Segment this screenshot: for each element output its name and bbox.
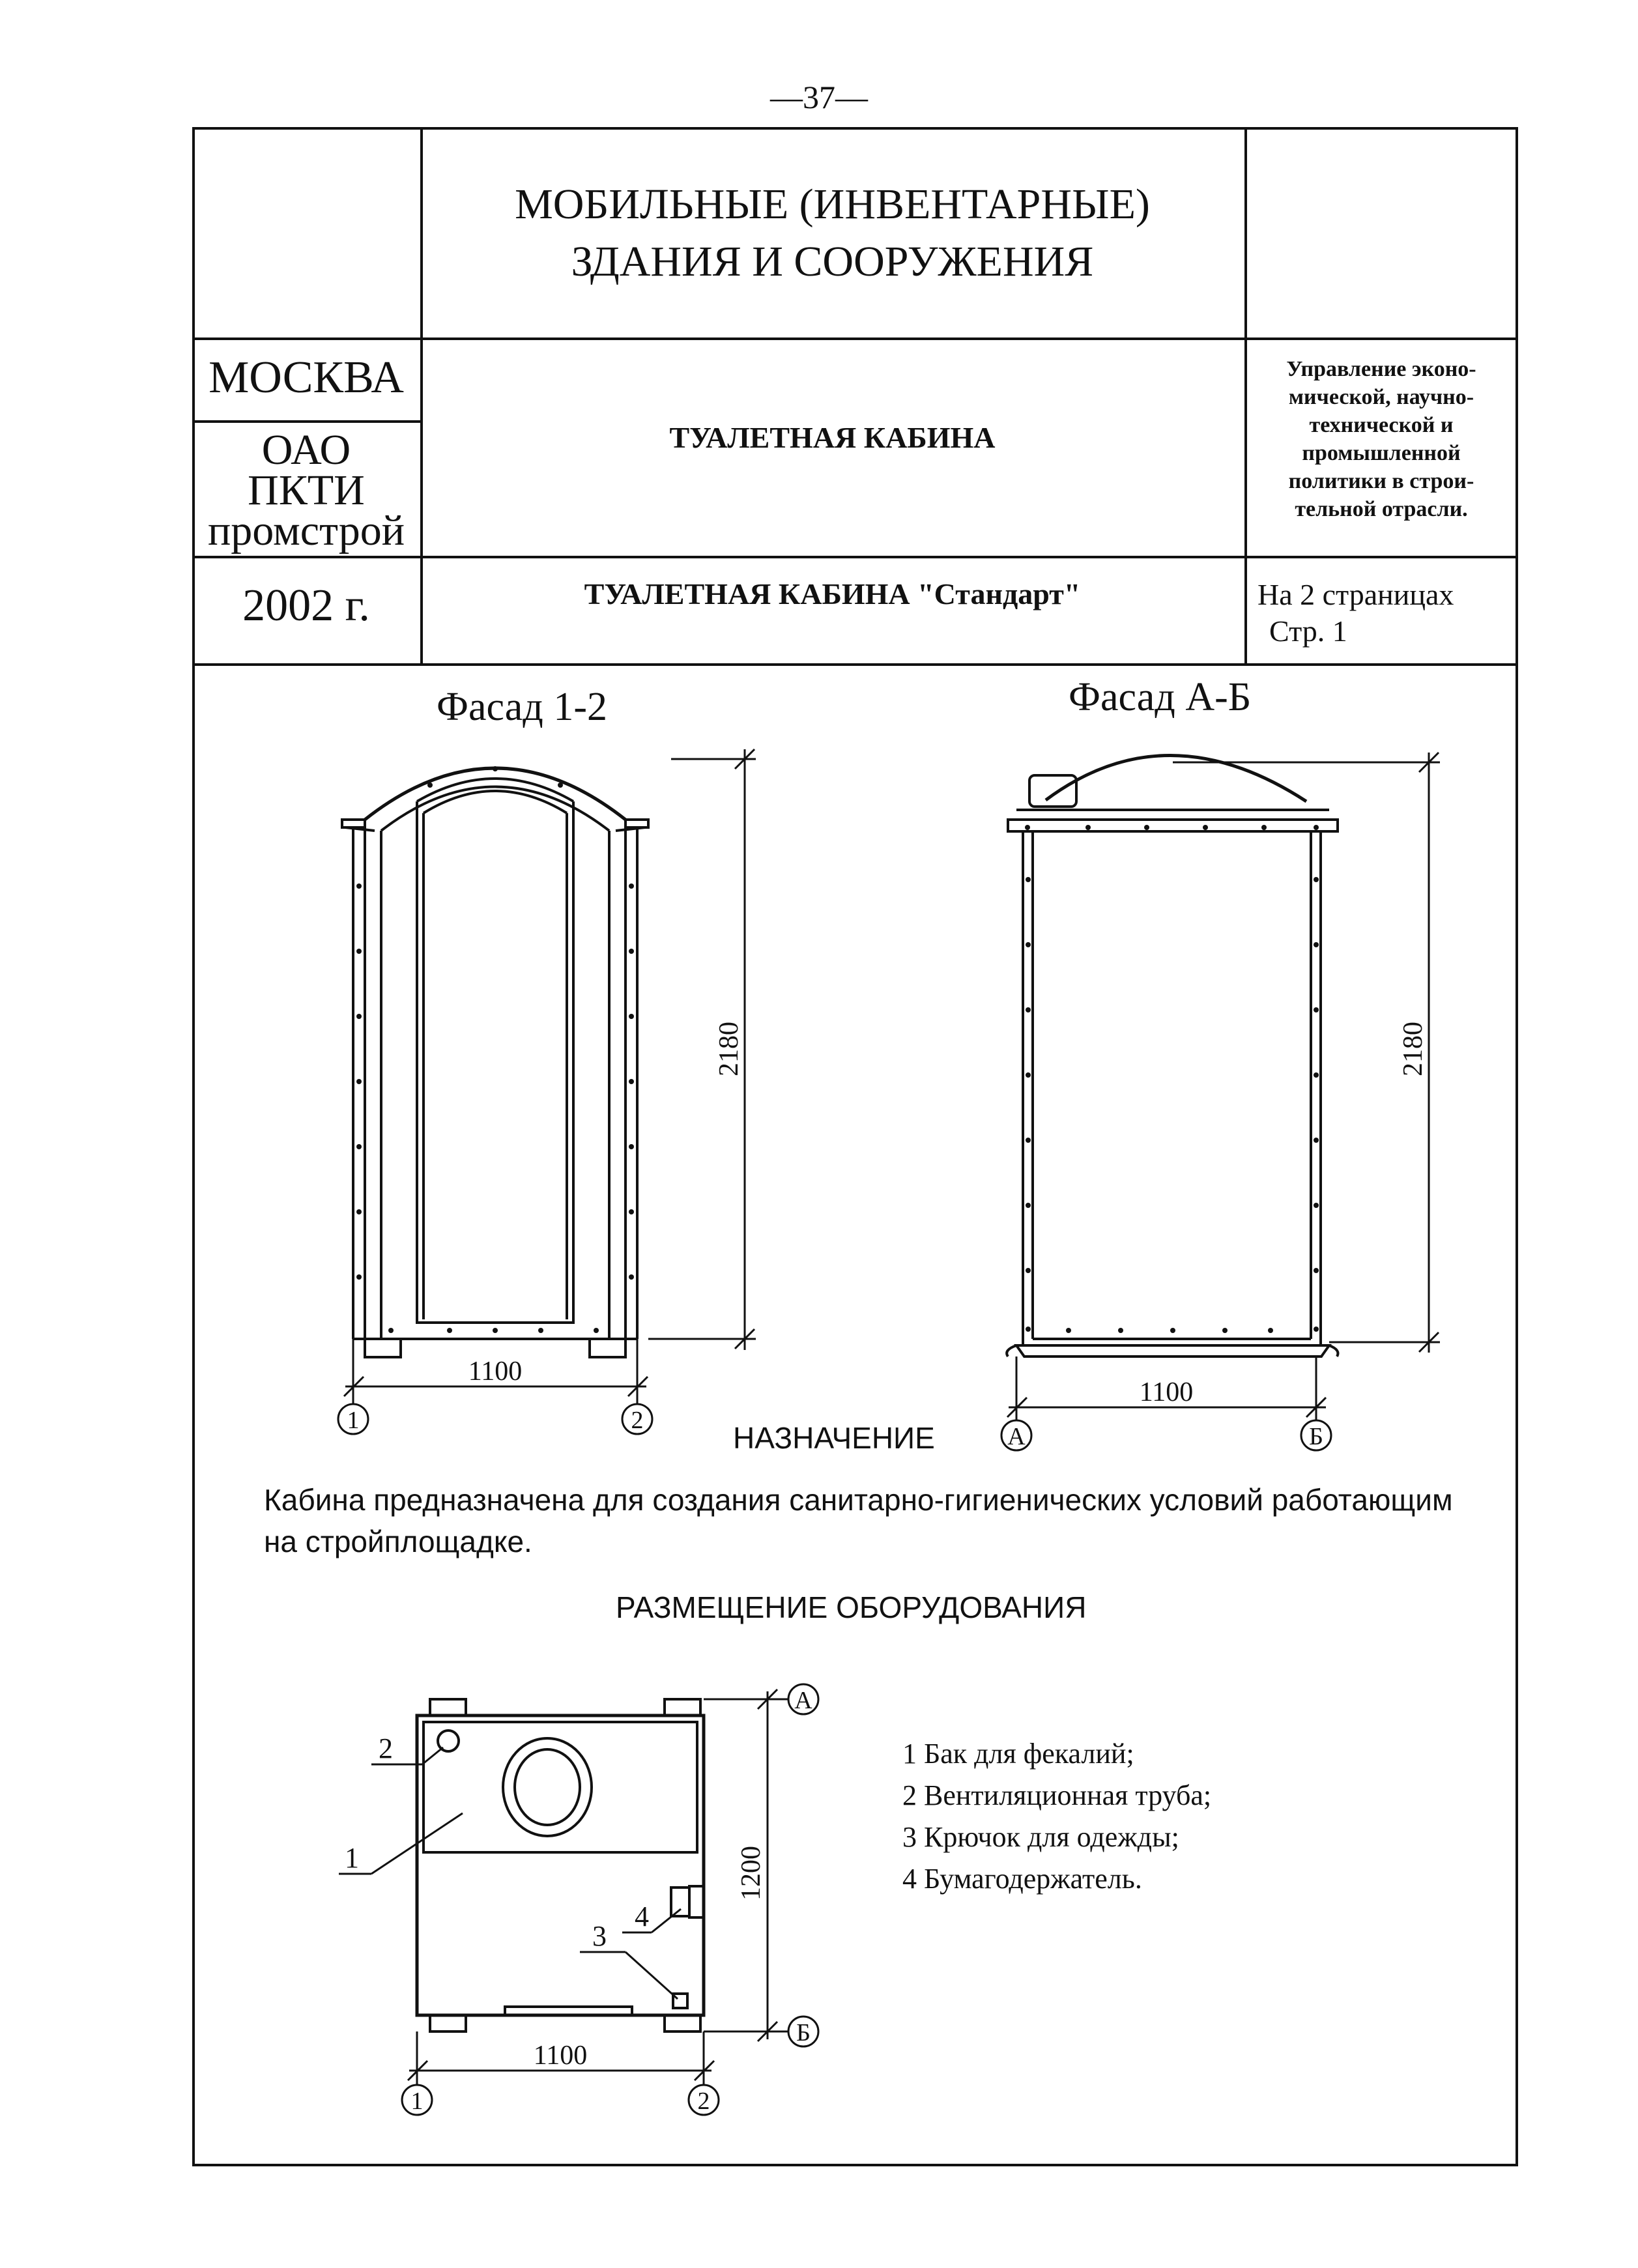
legend-item: 2 Вентиляционная труба; [902,1779,1212,1811]
facade-ab-height-dim: 2180 [1398,1022,1428,1076]
product-title: ТУАЛЕТНАЯ КАБИНА "Стандарт" [584,577,1081,610]
facade-12-width-dim: 1100 [468,1356,523,1386]
year: 2002 г. [242,581,370,631]
purpose-line: на стройплощадке. [264,1525,532,1558]
pages-total: На 2 страницах [1257,578,1454,611]
equipment-legend [902,1733,1211,1900]
legend-item: 1 Бак для фекалий; [902,1738,1134,1770]
dept-line: Управление эконо- [1286,357,1476,381]
plan-axis-left: 1 [410,2088,424,2115]
facade-ab-axis-left: А [1007,1423,1026,1450]
facade-ab-width-dim: 1100 [1139,1377,1194,1407]
city: МОСКВА [208,352,404,403]
callout-2: 2 [379,1732,393,1764]
facade-ab-axis-right: Б [1309,1423,1323,1450]
rivet-dots [356,766,634,1333]
purpose-heading: НАЗНАЧЕНИЕ [733,1421,935,1455]
page-current: Стр. 1 [1269,614,1347,648]
dept-line: политики в строи- [1288,469,1474,493]
equipment-heading: РАЗМЕЩЕНИЕ ОБОРУДОВАНИЯ [616,1590,1087,1624]
facade-ab-drawing [1001,753,1440,1450]
title-line: МОБИЛЬНЫЕ (ИНВЕНТАРНЫЕ) [515,180,1150,228]
legend-item: 4 Бумагодержатель. [902,1863,1142,1895]
dept-line: промышленной [1302,441,1461,465]
callout-4: 4 [635,1901,649,1932]
rivet-dots [1025,825,1319,1333]
plan-axis-bottom: Б [796,2019,811,2046]
facade-12-axis-left: 1 [347,1407,360,1434]
purpose-line: Кабина предназначена для создания санитарно-гигиенических условий работающим [264,1483,1453,1517]
dept-line: тельной отрасли. [1295,497,1468,521]
legend-item: 3 Крючок для одежды; [902,1821,1179,1853]
org-line: ПКТИ [248,467,365,514]
subject-title: ТУАЛЕТНАЯ КАБИНА [669,421,996,454]
org-line: промстрой [207,507,405,554]
facade-12-height-dim: 2180 [714,1022,744,1076]
plan-axis-right: 2 [697,2088,710,2115]
plan-axis-top: А [794,1687,812,1714]
callout-3: 3 [592,1920,607,1952]
facade-12-drawing [338,749,756,1434]
title-line: ЗДАНИЯ И СООРУЖЕНИЯ [571,238,1094,285]
page-number: —37— [770,79,868,115]
facade-12-title: Фасад 1-2 [437,685,607,729]
org-line: ОАО [261,426,351,474]
callout-1: 1 [345,1842,359,1874]
dept-line: мической, научно- [1288,385,1474,409]
facade-12-axis-right: 2 [631,1407,644,1434]
dept-line: технической и [1309,413,1454,437]
purpose-text [264,1479,1453,1562]
facade-ab-title: Фасад А-Б [1069,675,1252,719]
plan-width-dim: 1100 [533,2041,588,2071]
plan-depth-dim: 1200 [736,1846,766,1901]
